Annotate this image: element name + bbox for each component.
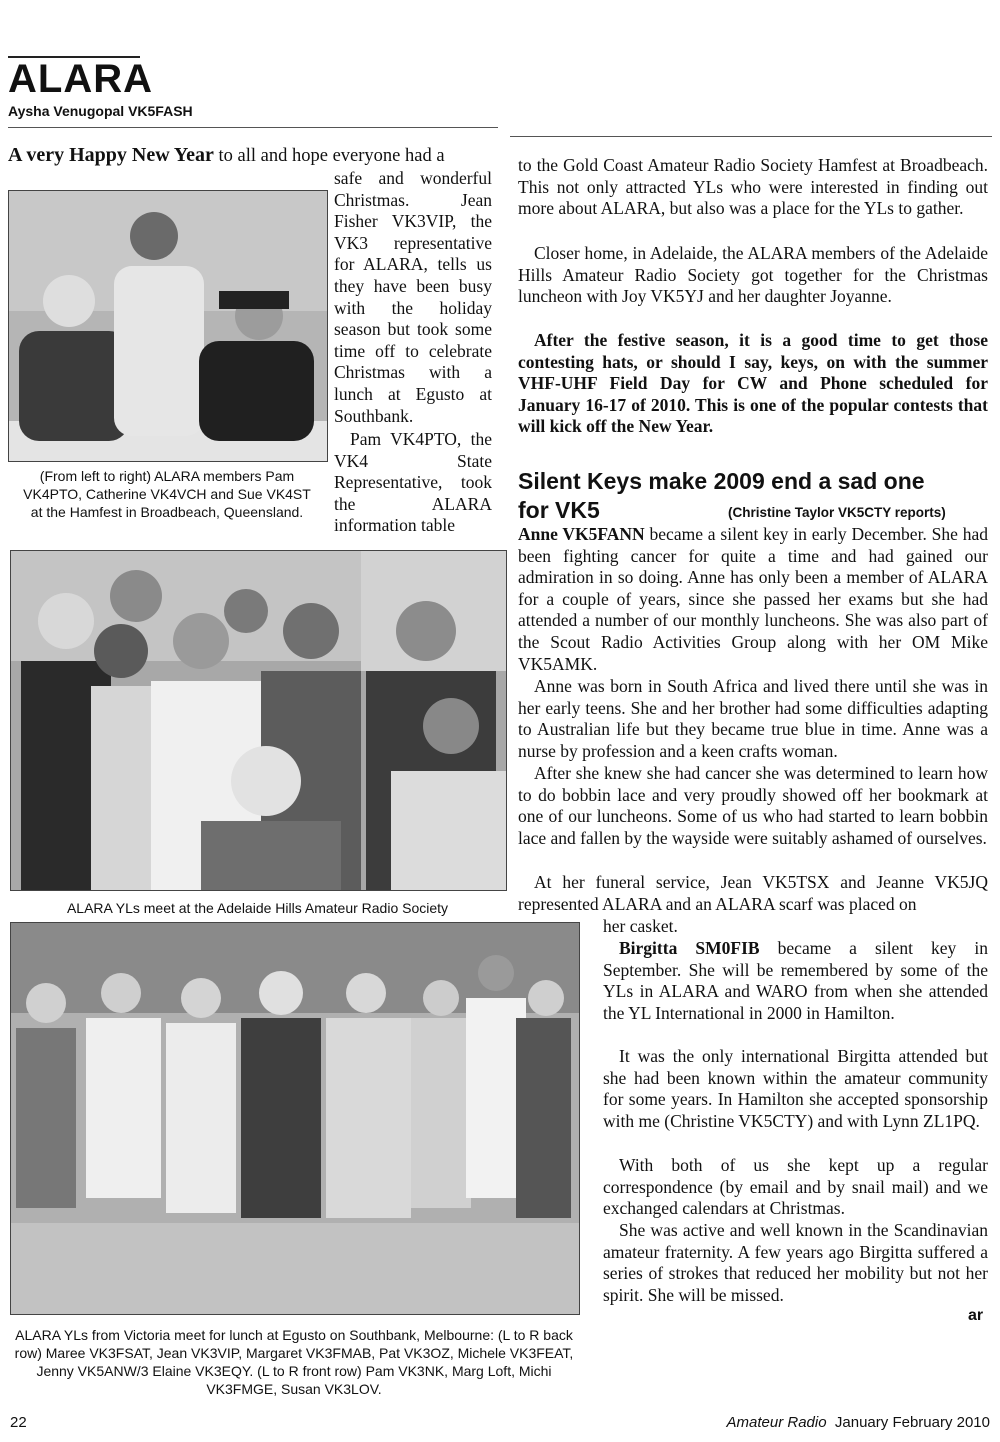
col2-para-2 <box>518 243 988 308</box>
issue-date: January February 2010 <box>834 1414 990 1431</box>
anne-para-2 <box>518 676 988 762</box>
pam-paragraph <box>334 429 492 537</box>
photo-hamfest-image <box>9 191 327 461</box>
photo-victoria <box>10 922 580 1315</box>
pam-paragraph-text: Pam VK4PTO, the VK4 State Representative, took the ALARA information table <box>334 429 492 536</box>
anne-name: Anne VK5FANN <box>518 524 645 544</box>
birgitta-para-2-text: It was the only international Birgitta attended but she had been known within the amateur community for some years. In Hamilton she accepted sponsorship with me (Christine VK5CTY) and with Lynn ZL1PQ. <box>603 1046 988 1131</box>
birgitta-para-2 <box>603 1046 988 1132</box>
anne-para-3-text: After she knew she had cancer she was determined to learn how to do bobbin lace and very proudly showed off her bookmark at one of our luncheons. Some of us who had started to learn bobbin lace and fallen by the wayside were suitably ashamed of ourselves. <box>518 763 988 848</box>
article-signoff: ar <box>968 1307 984 1324</box>
intro-line <box>8 145 493 168</box>
page-number: 22 <box>10 1414 27 1431</box>
silent-keys-heading-line1: Silent Keys make 2009 end a sad one <box>518 468 925 494</box>
anne-para-4-end: her casket. <box>603 916 678 936</box>
birgitta-name: Birgitta SM0FIB <box>619 938 760 958</box>
birgitta-para-3 <box>603 1155 988 1220</box>
divider-left <box>8 127 498 128</box>
divider-right <box>510 136 992 137</box>
anne-para-4 <box>518 872 988 915</box>
birgitta-para-4-text: She was active and well known in the Scandinavian amateur fraternity. A few years ago Birgitta suffered a series of strokes that reduced her mobility but not her spirit. She will be missed. <box>603 1220 988 1305</box>
anne-para-1-text: became a silent key in early December. She had been fighting cancer for quite a time and had gained our admiration in so doing. Anne has only been a member of ALARA for a couple of years, since she passed her exams but she had attended a number of our monthly luncheons. She was also part of the Scout Radio Activities Group along with her OM Mike VK5AMK. <box>518 524 989 674</box>
anne-para-1 <box>518 524 988 675</box>
magazine-name: Amateur Radio <box>726 1414 827 1431</box>
col2-para-3-text: After the festive season, it is a good time to get those contesting hats, or should I say, keys, on with the summer VHF-UHF Field Day for CW and Phone scheduled for January 16-17 of 2010. This is one of the popular contests that will kick off the New Year. <box>518 330 988 437</box>
intro-paragraph: safe and wonderful Christmas. Jean Fisher VK3VIP, the VK3 representative for ALARA, tells us they have been busy with the holiday season but took some time off to celebrate Christmas with a lunch at Egusto at Southbank. <box>334 168 492 426</box>
silent-keys-heading-line2: for VK5 <box>518 497 600 523</box>
anne-para-2-text: Anne was born in South Africa and lived there until she was in her early teens. She and her brother had some difficulties adapting to Australian life but they became true blue in time. Anne was a nurse by profession and a keen crafts woman. <box>518 676 988 761</box>
magazine-footer <box>727 1414 991 1431</box>
photo-adelaide-hills <box>10 550 507 891</box>
anne-para-4-text: At her funeral service, Jean VK5TSX and Jeanne VK5JQ represented ALARA and an ALARA scarf was placed on <box>518 872 988 914</box>
birgitta-para-1 <box>603 938 988 1024</box>
birgitta-para-4 <box>603 1220 988 1306</box>
photo-hamfest-caption: (From left to right) ALARA members Pam VK4PTO, Catherine VK4VCH and Sue VK4ST at the Hamfest in Broadbeach, Queensland. <box>23 468 311 520</box>
col2-para-3 <box>518 330 988 438</box>
author-byline: Aysha Venugopal VK5FASH <box>8 103 193 119</box>
anne-para-3 <box>518 763 988 849</box>
birgitta-para-1-text: became a silent key in September. She will be remembered by some of the YLs in ALARA and WARO from when she attended the YL International in 2000 in Hamilton. <box>603 938 988 1023</box>
photo-victoria-image <box>11 923 579 1314</box>
photo-adelaide-hills-image <box>11 551 506 890</box>
col2-para-2-text: Closer home, in Adelaide, the ALARA members of the Adelaide Hills Amateur Radio Society got together for the Christmas luncheon with Joy VK5YJ and her daughter Joyanne. <box>518 243 988 307</box>
reporter-credit: (Christine Taylor VK5CTY reports) <box>728 505 946 520</box>
birgitta-para-3-text: With both of us she kept up a regular correspondence (by email and by snail mail) and we exchanged calendars at Christmas. <box>603 1155 988 1219</box>
section-title: ALARA <box>8 57 153 101</box>
col2-para-1: to the Gold Coast Amateur Radio Society Hamfest at Broadbeach. This not only attracted YLs who were interested in finding out more about ALARA, but also was a place for the YLs to gather. <box>518 155 988 219</box>
intro-rest: to all and hope everyone had a <box>213 146 445 166</box>
photo-hamfest <box>8 190 328 462</box>
photo-victoria-caption: ALARA YLs from Victoria meet for lunch at Egusto on Southbank, Melbourne: (L to R back row) Maree VK3FSAT, Jean VK3VIP, Margaret VK3FMAB, Pat VK3OZ, Michele VK3FEAT, Jenny VK5ANW/3 Elaine VK3EQY. (L to R front row) Pam VK3NK, Marg Loft, Michi VK3FMGE, Susan VK3LOV. <box>14 1327 574 1397</box>
intro-bold: A very Happy New Year <box>8 144 214 166</box>
photo-adelaide-hills-caption: ALARA YLs meet at the Adelaide Hills Amateur Radio Society <box>66 900 449 916</box>
